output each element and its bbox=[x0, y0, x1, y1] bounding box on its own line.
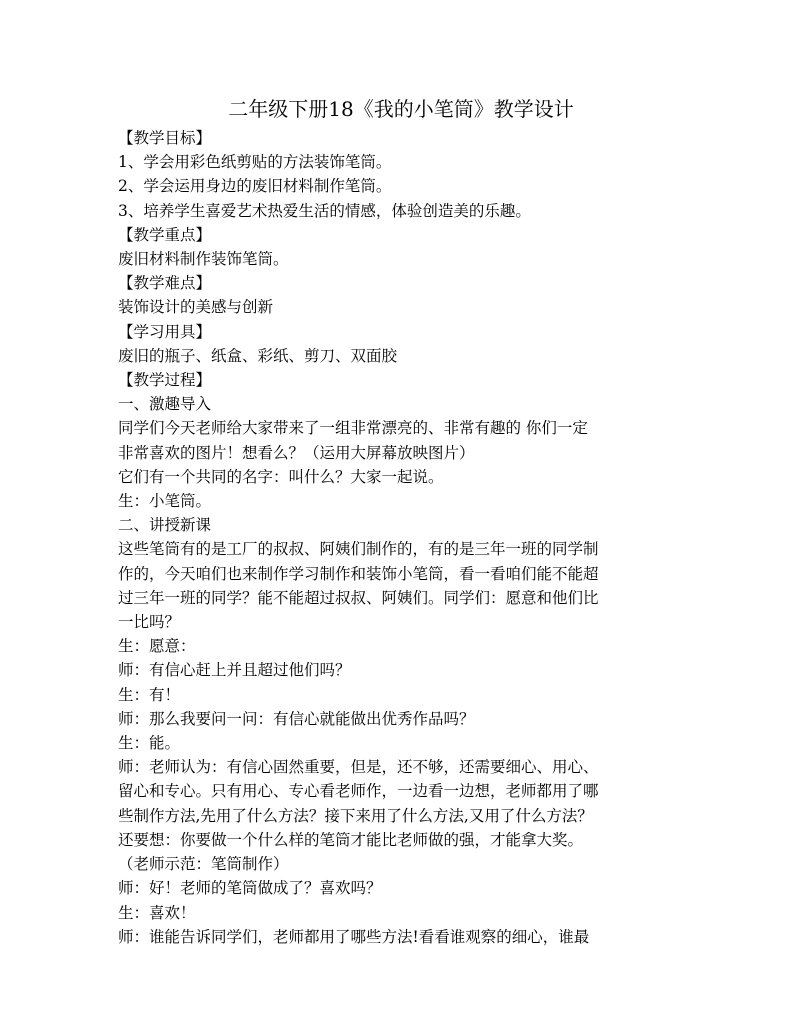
section-heading: 【教学过程】 bbox=[118, 371, 212, 390]
text-line: 1、学会用彩色纸剪贴的方法装饰笔筒。 bbox=[118, 153, 392, 172]
text-line: 留心和专心。只有用心、专心看老师作，一边看一边想，老师都用了哪 bbox=[118, 782, 599, 801]
text-line: 一、激趣导入 bbox=[118, 395, 212, 414]
document-body bbox=[118, 92, 684, 949]
text-line: 同学们今天老师给大家带来了一组非常漂亮的、非常有趣的 你们一定 bbox=[118, 419, 588, 438]
text-line: 过三年一班的同学？能不能超过叔叔、阿姨们。同学们：愿意和他们比 bbox=[118, 588, 599, 607]
text-line: 一比吗？ bbox=[118, 613, 181, 632]
text-line: 作的，今天咱们也来制作学习制作和装饰小笔筒，看一看咱们能不能超 bbox=[118, 564, 599, 583]
text-line: 装饰设计的美感与创新 bbox=[118, 298, 274, 317]
text-line: 生：能。 bbox=[118, 734, 181, 753]
section-heading: 【教学难点】 bbox=[118, 274, 212, 293]
text-line: 师：有信心赶上并且超过他们吗？ bbox=[118, 661, 351, 680]
text-line: 师：那么我要问一问：有信心就能做出优秀作品吗？ bbox=[118, 709, 475, 728]
text-line: 3、培养学生喜爱艺术热爱生活的情感，体验创造美的乐趣。 bbox=[118, 201, 531, 220]
section-heading: 【教学目标】 bbox=[118, 129, 212, 147]
text-line: 生：愿意： bbox=[118, 637, 196, 656]
text-line: 生：喜欢！ bbox=[118, 903, 196, 922]
text-line: 2、学会运用身边的废旧材料制作笔筒。 bbox=[118, 177, 392, 196]
document-title: 二年级下册18《我的小笔筒》教学设计 bbox=[228, 97, 574, 121]
text-line: 还要想：你要做一个什么样的笔筒才能比老师做的强，才能拿大奖。 bbox=[118, 830, 584, 849]
section-heading: 【教学重点】 bbox=[118, 225, 212, 244]
text-line: 师：好！老师的笔筒做成了？喜欢吗？ bbox=[118, 879, 382, 898]
document-lines bbox=[118, 126, 684, 949]
text-line: 生：有！ bbox=[118, 685, 181, 704]
text-line: （老师示范：笔筒制作） bbox=[118, 855, 289, 874]
text-line: 非常喜欢的图片！想看么？（运用大屏幕放映图片） bbox=[118, 443, 475, 462]
section-heading: 【学习用具】 bbox=[118, 322, 212, 341]
text-line: 师：老师认为：有信心固然重要，但是，还不够，还需要细心、用心、 bbox=[118, 758, 599, 777]
text-line: 师：谁能告诉同学们，老师都用了哪些方法!看看谁观察的细心，谁最 bbox=[118, 927, 590, 946]
text-line: 它们有一个共同的名字：叫什么？大家一起说。 bbox=[118, 467, 444, 486]
text-line: 这些笔筒有的是工厂的叔叔、阿姨们制作的，有的是三年一班的同学制 bbox=[118, 540, 599, 559]
text-line: 些制作方法,先用了什么方法？接下来用了什么方法,又用了什么方法？ bbox=[118, 806, 593, 825]
text-line: 废旧的瓶子、纸盒、彩纸、剪刀、双面胶 bbox=[118, 346, 398, 365]
text-line: 废旧材料制作装饰笔筒。 bbox=[118, 250, 289, 269]
text-line: 二、讲授新课 bbox=[118, 516, 212, 535]
text-line: 生：小笔筒。 bbox=[118, 492, 212, 511]
